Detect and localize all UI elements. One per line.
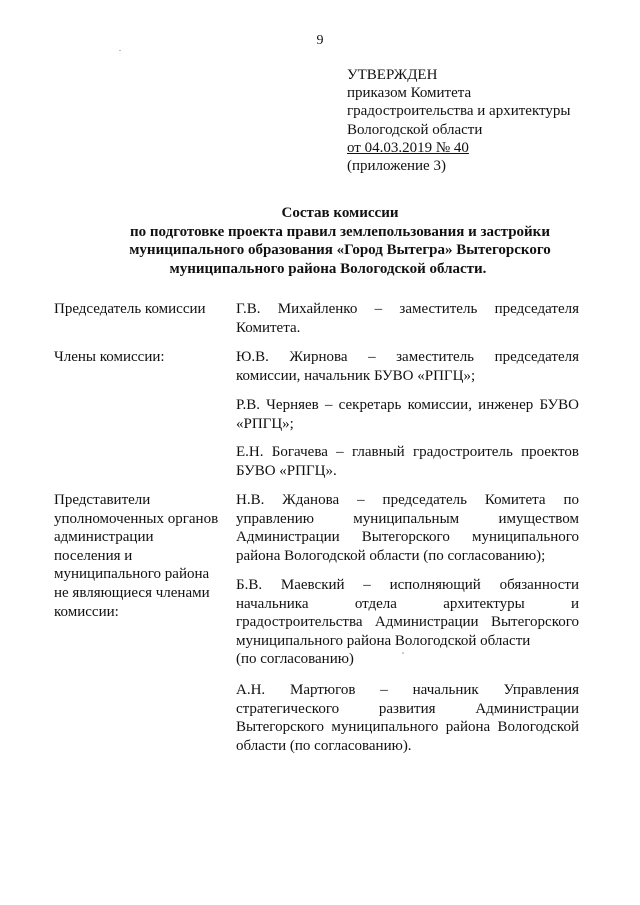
approval-title: УТВЕРЖДЕН <box>347 67 438 83</box>
person-entry: Ю.В. Жирнова – заместитель председателя комиссии, начальник БУВО «РПГЦ»; <box>236 349 579 384</box>
approval-block <box>347 66 570 175</box>
approval-appendix: (приложение 3) <box>347 158 446 175</box>
role-line: муниципального района <box>54 566 210 583</box>
role-line: администрации <box>54 529 154 546</box>
person-entry: Б.В. Маевский – исполняющий обязанности начальника отдела архитектуры и градостроительства Администрации Вытегорского муниципального района Вологодской области <box>236 577 579 649</box>
person-entry: Г.В. Михайленко – заместитель председателя Комитета. <box>236 301 579 336</box>
role-line: комиссии: <box>54 603 119 620</box>
title-line: по подготовке проекта правил землепользования и застройки <box>130 223 550 240</box>
person-entry: Е.Н. Богачева – главный градостроитель проектов БУВО «РПГЦ». <box>236 444 579 479</box>
role-line: уполномоченных органов <box>54 510 219 527</box>
role-representatives <box>54 491 232 621</box>
title-line: муниципального района Вологодской области. <box>169 260 487 277</box>
approval-date: от 04.03.2019 № 40 <box>347 139 469 156</box>
approval-line: Вологодской области <box>347 121 483 138</box>
page-number: 9 <box>316 33 324 48</box>
role-chairman: Председатель комиссии <box>54 301 206 317</box>
role-members: Члены комиссии: <box>54 349 165 365</box>
title-line: Состав комиссии <box>281 205 399 221</box>
approval-line: градостроительства и архитектуры <box>347 103 571 120</box>
role-line: поселения и <box>54 547 133 564</box>
role-line: не являющиеся членами <box>54 584 210 601</box>
person-entry-note: (по согласованию) <box>236 651 354 667</box>
title-line: муниципального образования «Город Вытегра» Вытегорского <box>129 242 551 258</box>
scan-mark <box>119 50 121 51</box>
person-entry: А.Н. Мартюгов – начальник Управления стратегического развития Администрации Вытегорского муниципального района Вологодской области (по согласованию). <box>236 682 579 754</box>
role-line: Представители <box>54 492 151 508</box>
person-entry: Р.В. Черняев – секретарь комиссии, инженер БУВО «РПГЦ»; <box>236 397 579 432</box>
document-title <box>20 204 640 278</box>
approval-line: приказом Комитета <box>347 85 472 102</box>
person-entry: Н.В. Жданова – председатель Комитета по управлению муниципальным имуществом Администрации Вытегорского муниципального района Вологодской области (по согласованию); <box>236 492 579 564</box>
